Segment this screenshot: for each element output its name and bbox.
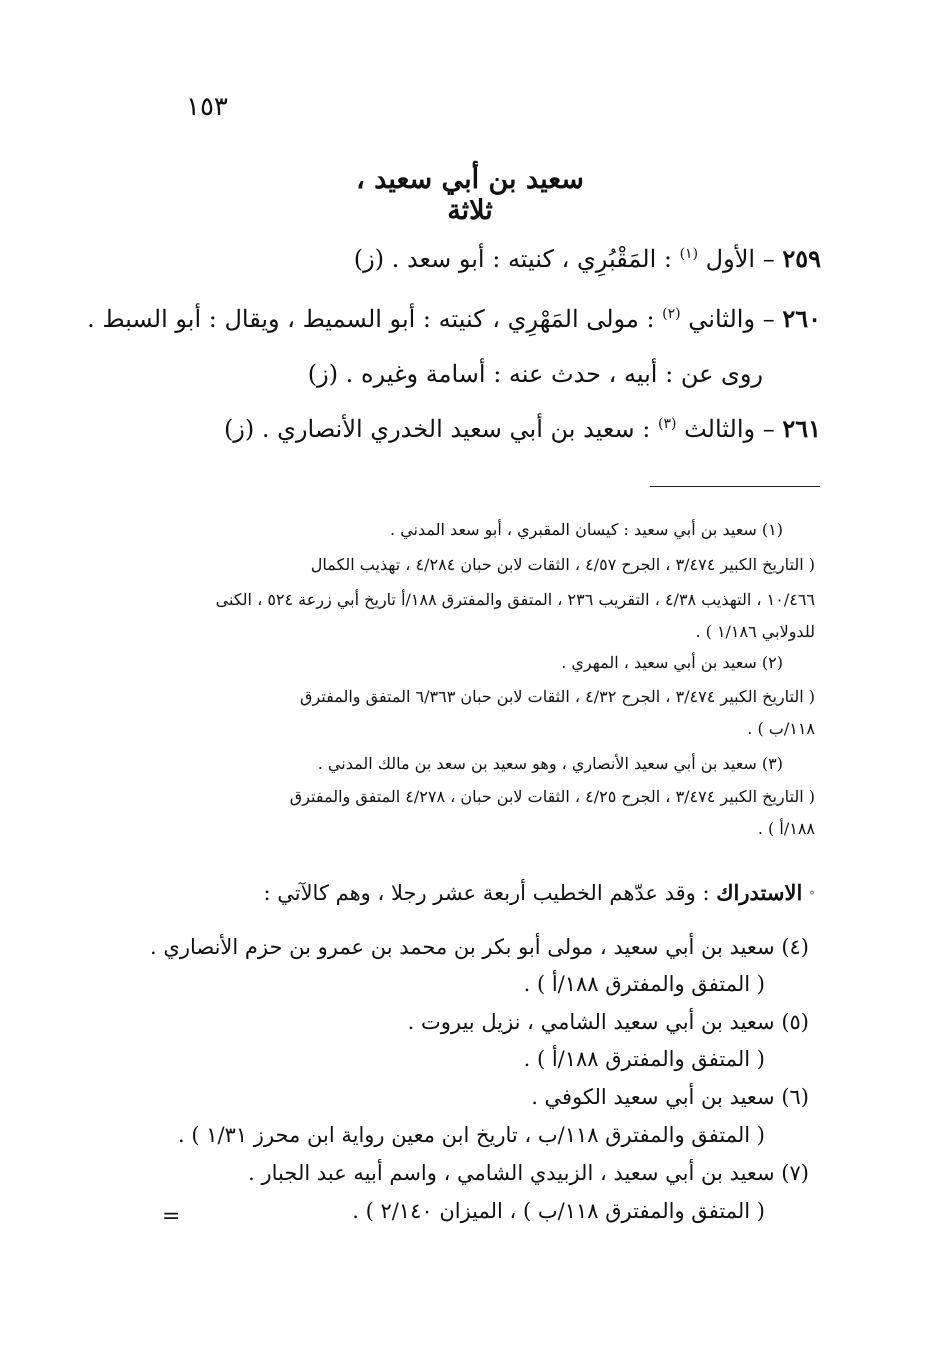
footnote-2-refs: ( التاريخ الكبير ٣/٤٧٤ ، الجرح ٤/٣٢ ، الثقات لابن حبان ٦/٣٦٣ المتفق والمفترق	[300, 687, 815, 706]
footnote-ref: (١)	[679, 246, 699, 262]
footnote-2: (٢) سعيد بن أبي سعيد ، المهري .	[561, 653, 783, 672]
addition-5: (٥) سعيد بن أبي سعيد الشامي ، نزيل بيروت .	[407, 1010, 809, 1034]
footnote-1-refs: ( التاريخ الكبير ٣/٤٧٤ ، الجرح ٤/٥٧ ، الثقات لابن حبان ٤/٢٨٤ ، تهذيب الكمال	[310, 555, 815, 574]
addition-7-source: ( المتفق والمفترق ١١٨/ب ) ، الميزان ٢/١٤٠ ) .	[352, 1199, 765, 1223]
page-title: سعيد بن أبي سعيد ، ثلاثة	[356, 164, 584, 226]
entry-number: ٢٦١	[782, 414, 821, 443]
istidrak-line	[263, 880, 815, 905]
footnote-ref: (٢)	[662, 306, 681, 322]
entry-260-continuation: روى عن : أبيه ، حدث عنه : أسامة وغيره . (ز)	[307, 360, 763, 388]
entry-lead: – والثاني	[680, 305, 783, 333]
footnote-3-refs: ( التاريخ الكبير ٣/٤٧٤ ، الجرح ٤/٢٥ ، الثقات لابن حبان ، ٤/٢٧٨ المتفق والمفترق	[289, 787, 815, 806]
istidrak-text: : وقد عدّهم الخطيب أربعة عشر رجلا ، وهم كالآتي :	[263, 881, 717, 905]
footnote-2-refs: ١١٨/ب ) .	[747, 719, 815, 738]
entry-259	[354, 244, 821, 273]
footnote-3-refs: ١٨٨/أ ) .	[757, 819, 815, 838]
addition-4-source: ( المتفق والمفترق ١٨٨/أ ) .	[523, 972, 765, 996]
entry-lead: – والثالث	[676, 415, 783, 443]
addition-6-source: ( المتفق والمفترق ١١٨/ب ، تاريخ ابن معين رواية ابن محرز ١/٣١ ) .	[177, 1123, 765, 1147]
entry-text: : سعيد بن أبي سعيد الخدري الأنصاري . (ز)	[223, 415, 658, 443]
istidrak-label: الاستدراك	[716, 880, 803, 905]
addition-5-source: ( المتفق والمفترق ١٨٨/أ ) .	[523, 1047, 765, 1071]
entry-text: : المَقْبُرِي ، كنيته : أبو سعد . (ز)	[353, 245, 680, 273]
footnote-1-refs: للدولابي ١/١٨٦ ) .	[695, 622, 815, 641]
entry-number: ٢٦٠	[782, 304, 821, 333]
addition-7: (٧) سعيد بن أبي سعيد ، الزبيدي الشامي ، واسم أبيه عبد الجبار .	[248, 1161, 809, 1185]
footnote-1: (١) سعيد بن أبي سعيد : كيسان المقبري ، أبو سعد المدني .	[390, 520, 783, 539]
footnote-3: (٣) سعيد بن أبي سعيد الأنصاري ، وهو سعيد بن سعد بن مالك المدني .	[317, 754, 783, 773]
entry-260	[87, 304, 821, 333]
footnote-ref: (٣)	[657, 416, 677, 432]
entry-number: ٢٥٩	[782, 244, 821, 273]
page-number: ١٥٣	[186, 92, 228, 122]
addition-4: (٤) سعيد بن أبي سعيد ، مولى أبو بكر بن محمد بن عمرو بن حزم الأنصاري .	[150, 935, 809, 959]
footnote-separator	[650, 486, 820, 487]
addition-6: (٦) سعيد بن أبي سعيد الكوفي .	[531, 1085, 809, 1109]
entry-261	[224, 414, 821, 443]
bullet-icon: °	[809, 889, 815, 903]
entry-lead: – الأول	[698, 245, 783, 273]
entry-text: : مولى المَهْرِي ، كنيته : أبو السميط ، ويقال : أبو السبط .	[87, 305, 663, 333]
footnote-1-refs: ١٠/٤٦٦ ، التهذيب ٤/٣٨ ، التقريب ٢٣٦ ، المتفق والمفترق ١٨٨/أ تاريخ أبي زرعة ٥٢٤ ، الكنى	[215, 590, 815, 609]
continuation-mark: =	[162, 1204, 181, 1229]
